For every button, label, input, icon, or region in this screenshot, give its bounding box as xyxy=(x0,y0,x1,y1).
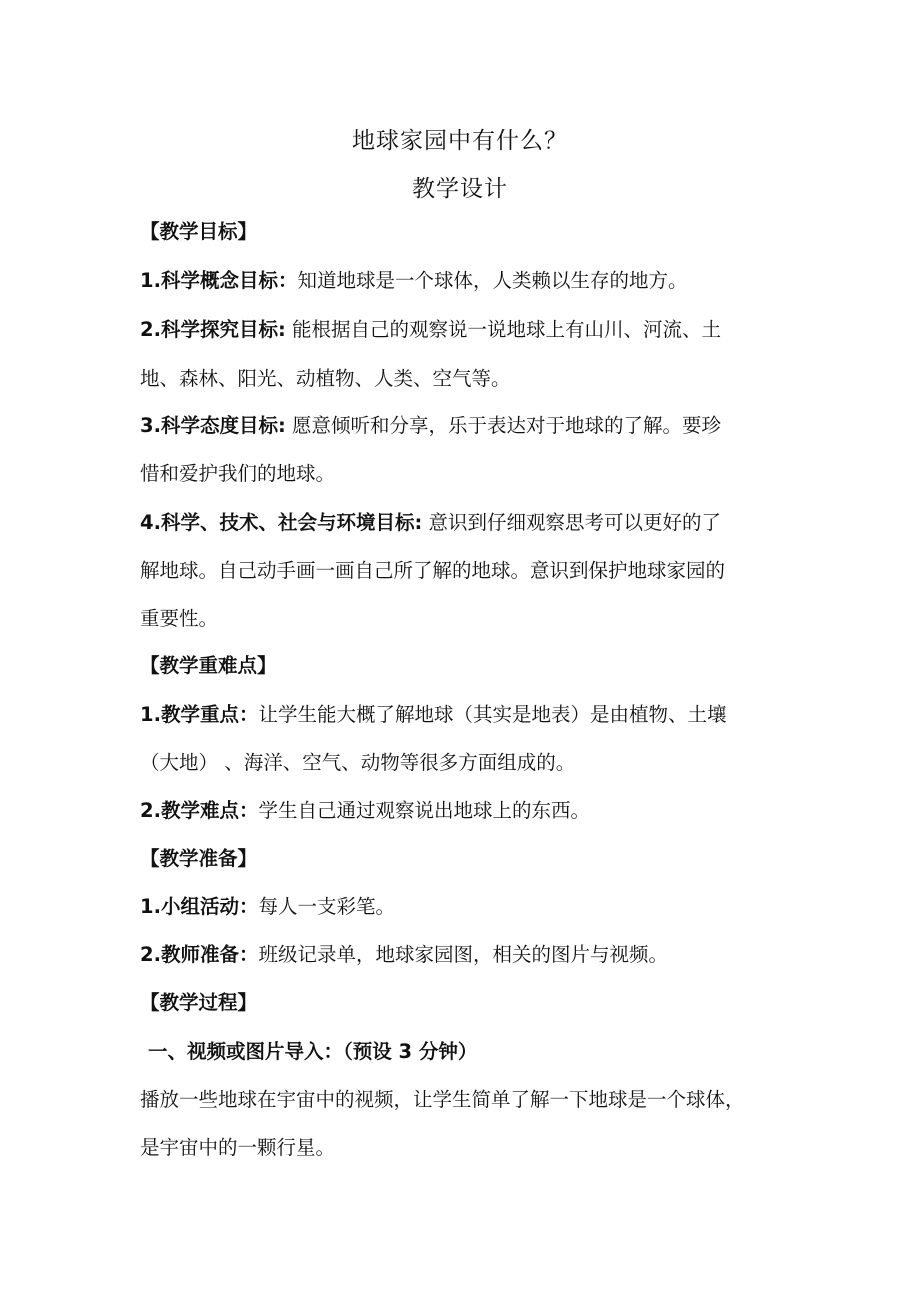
goal-text-4-line-2: 解地球。自己动手画一画自己所了解的地球。意识到保护地球家园的 xyxy=(140,559,726,582)
goal-text-2-line-1: 能根据自己的观察说一说地球上有山川、河流、土 xyxy=(285,318,721,341)
key-point-label-1: 1.教学重点： xyxy=(140,703,259,726)
preparation-label-1: 1.小组活动： xyxy=(140,895,259,918)
key-point-item-2 xyxy=(140,798,790,824)
goal-label-2: 2.科学探究目标: xyxy=(140,318,286,341)
goal-item-4 xyxy=(140,510,790,536)
goal-item-1 xyxy=(140,268,790,294)
key-point-text-2-line-1: 学生自己通过观察说出地球上的东西。 xyxy=(258,799,590,822)
goal-text-4-line-3: 重要性。 xyxy=(140,607,219,630)
goal-text-2-line-2: 地、森林、阳光、动植物、人类、空气等。 xyxy=(140,367,511,390)
goal-text-3-line-2: 惜和爱护我们的地球。 xyxy=(140,462,336,485)
goal-item-2 xyxy=(140,317,790,343)
goal-label-3: 3.科学态度目标: xyxy=(140,414,286,437)
key-point-item-1 xyxy=(140,702,790,728)
key-point-text-1-line-1: 让学生能大概了解地球（其实是地表）是由植物、土壤 xyxy=(258,703,727,726)
goal-text-4-line-1: 意识到仔细观察思考可以更好的了 xyxy=(422,511,721,534)
section-heading-process: 【教学过程】 xyxy=(140,991,258,1014)
goal-text-1-line-1: 知道地球是一个球体，人类赖以生存的地方。 xyxy=(297,269,688,292)
process-step-1-text-line-2: 是宇宙中的一颗行星。 xyxy=(140,1136,336,1159)
process-step-1-text-line-1: 播放一些地球在宇宙中的视频，让学生简单了解一下地球是一个球体， xyxy=(140,1088,745,1111)
document-subtitle: 教学设计 xyxy=(412,176,508,202)
goal-label-1: 1.科学概念目标： xyxy=(140,269,298,292)
preparation-text-1: 每人一支彩笔。 xyxy=(258,895,395,918)
key-point-text-1-line-2: （大地） 、海洋、空气、动物等很多方面组成的。 xyxy=(140,751,576,774)
process-step-1-heading: 一、视频或图片导入：（预设 3 分钟） xyxy=(148,1040,478,1063)
section-heading-goals: 【教学目标】 xyxy=(140,220,258,243)
document-title: 地球家园中有什么？ xyxy=(352,128,568,154)
key-point-label-2: 2.教学难点： xyxy=(140,799,259,822)
preparation-label-2: 2.教师准备： xyxy=(140,943,259,966)
goal-label-4: 4.科学、技术、社会与环境目标: xyxy=(140,511,423,534)
section-heading-key-points: 【教学重难点】 xyxy=(140,654,277,677)
goal-text-3-line-1: 愿意倾听和分享，乐于表达对于地球的了解。要珍 xyxy=(285,414,721,437)
goal-item-3 xyxy=(140,413,790,439)
preparation-item-2 xyxy=(140,942,790,968)
preparation-item-1 xyxy=(140,894,790,920)
preparation-text-2: 班级记录单，地球家园图，相关的图片与视频。 xyxy=(258,943,668,966)
section-heading-preparation: 【教学准备】 xyxy=(140,847,258,870)
